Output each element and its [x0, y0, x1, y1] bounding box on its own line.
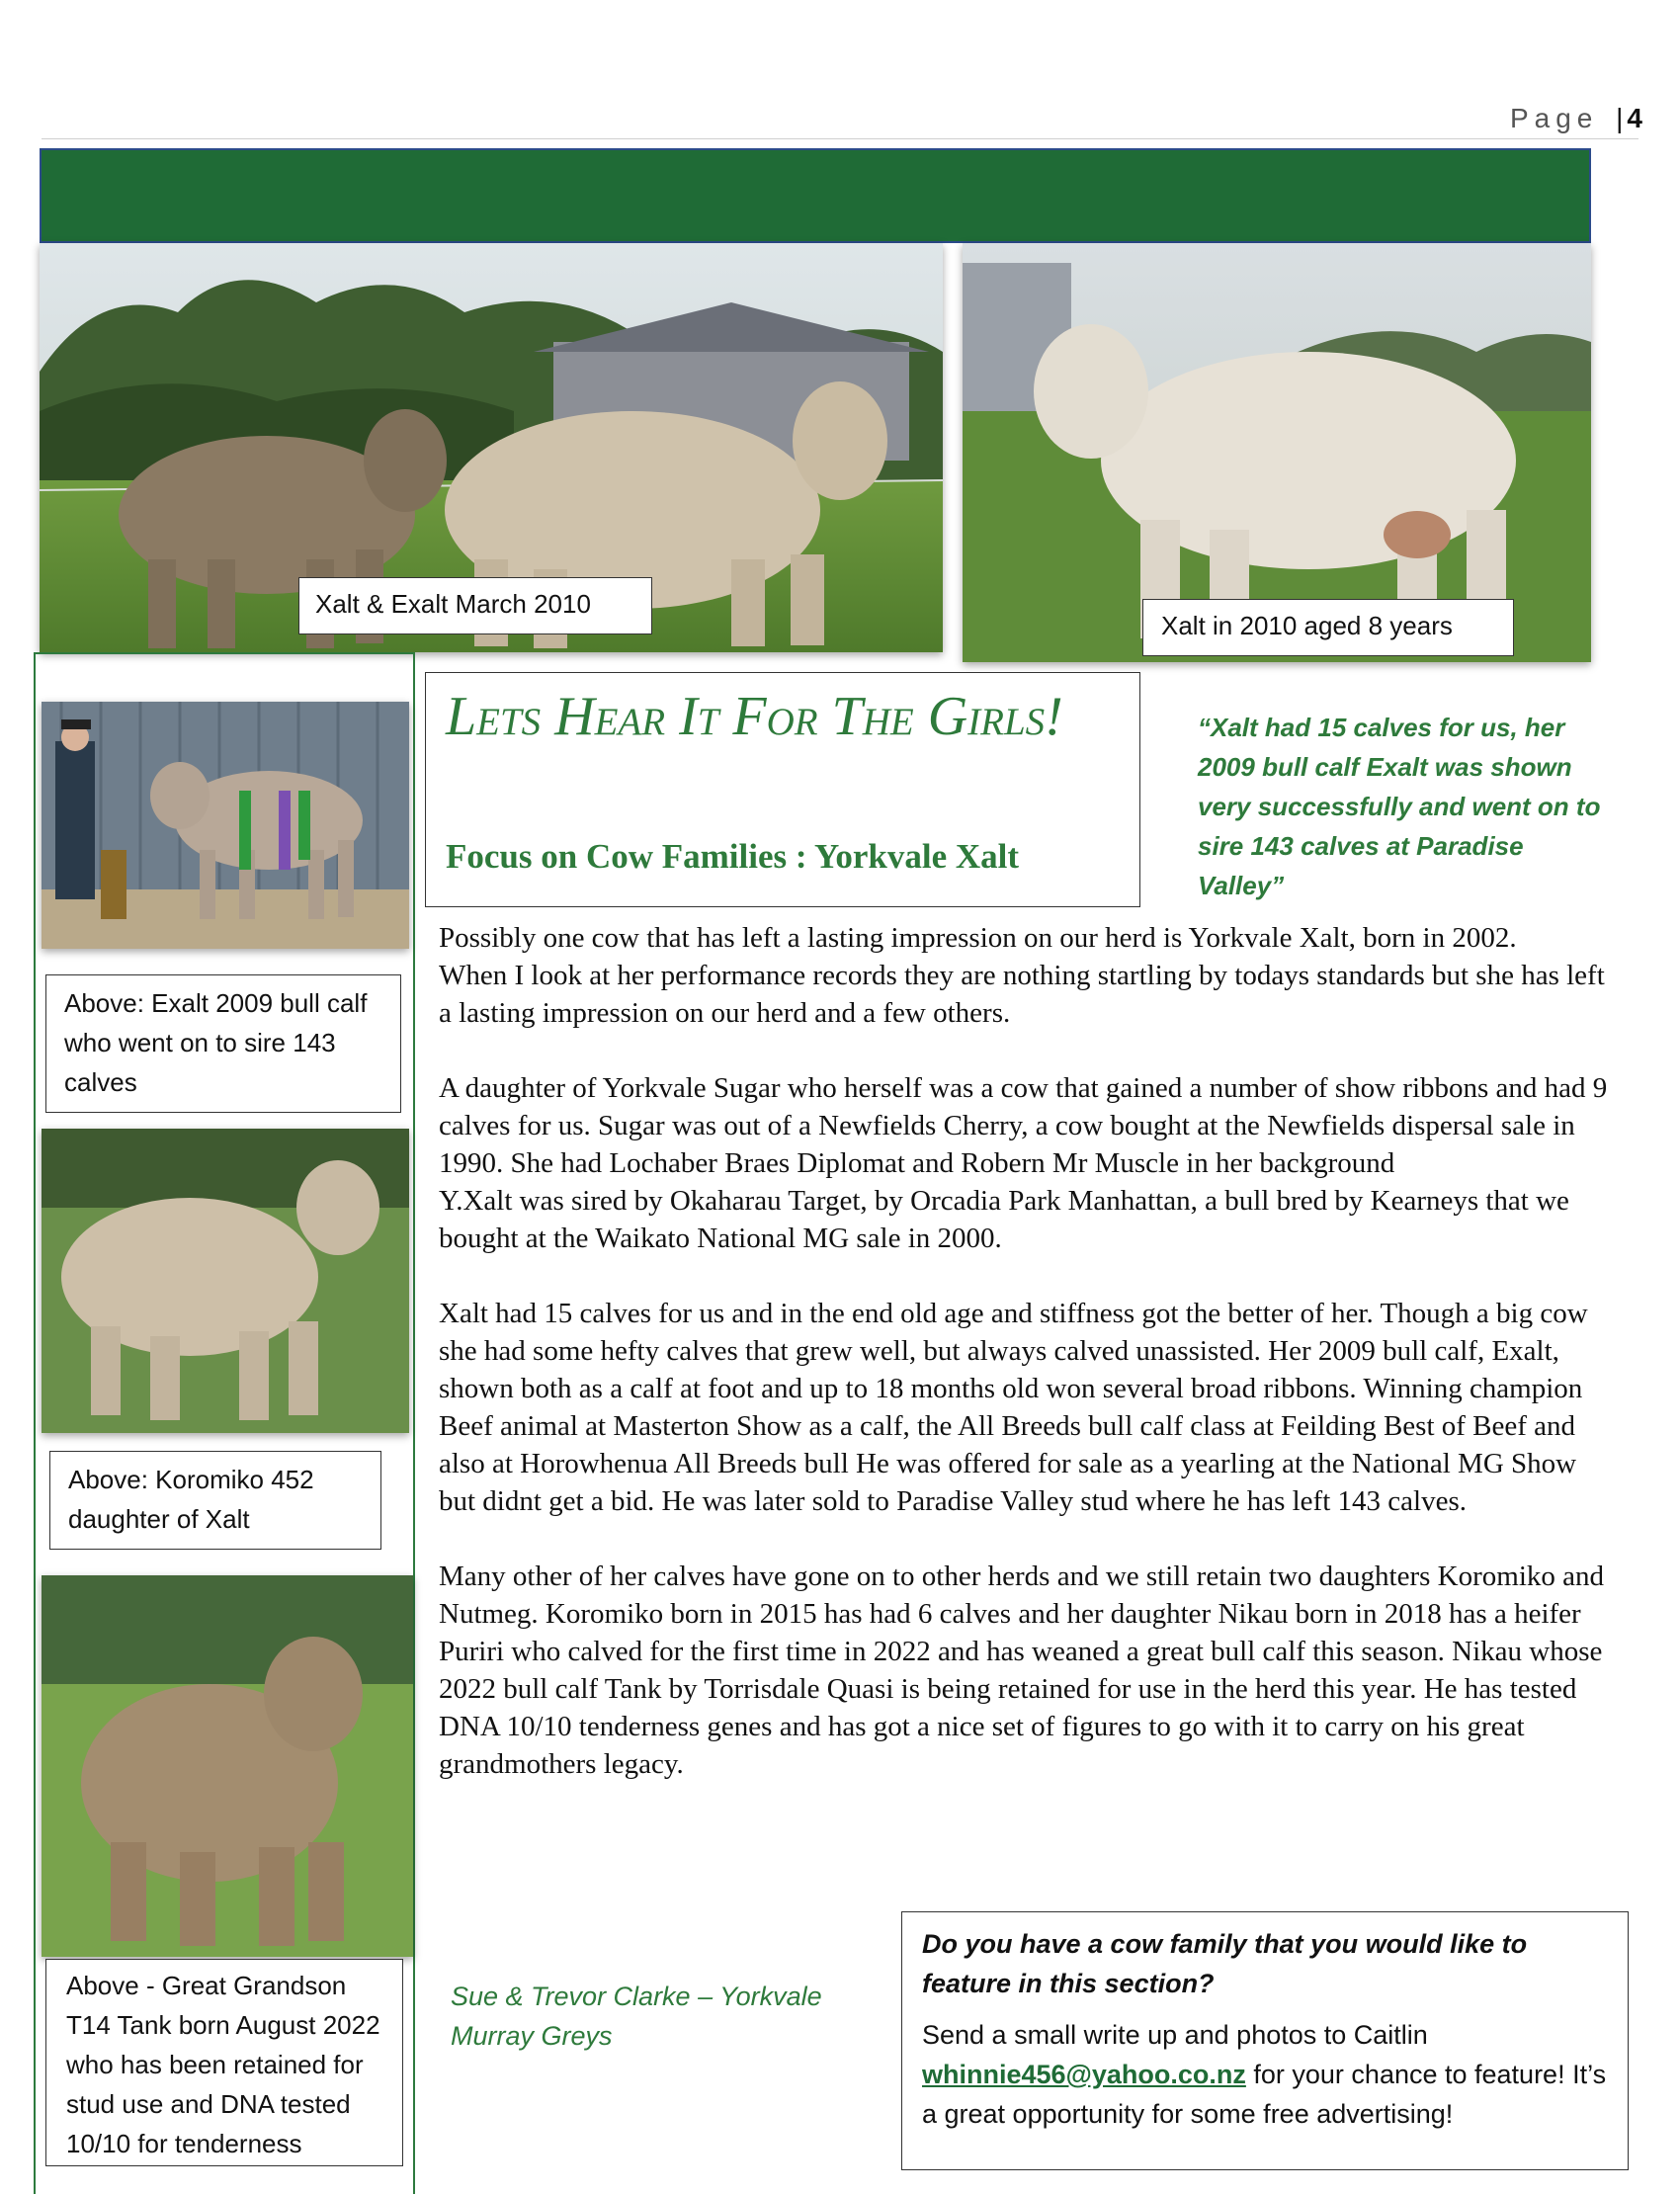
cta-question: Do you have a cow family that you would like to feature in this section? [922, 1929, 1528, 1998]
photo-koromiko [42, 1129, 409, 1433]
cta-send-suffix: for your chance to feature! It’s a great opportunity for some free advertising! [922, 2060, 1607, 2129]
header-rule [42, 138, 1638, 139]
caption-tank: Above - Great Grandson T14 Tank born August 2022 who has been retained for stud use and DNA tested 10/10 for tenderness [45, 1959, 403, 2166]
paragraph-1b: When I look at her performance records they are nothing startling by todays standards but she has left a lasting impression on our herd and a few others. [439, 960, 1605, 1029]
article-author: Sue & Trevor Clarke – Yorkvale Murray Greys [451, 1982, 822, 2051]
green-banner [40, 148, 1591, 243]
article-title: Lets Hear It For The Girls! [446, 686, 1063, 747]
caption-exalt: Above: Exalt 2009 bull calf who went on to sire 143 calves [45, 974, 401, 1113]
caption-koromiko: Above: Koromiko 452 daughter of Xalt [49, 1451, 381, 1550]
page-separator: | [1616, 103, 1624, 133]
paragraph-3: Xalt had 15 calves for us and in the end old age and stiffness got the better of her. Though a big cow she had some hefty calves that grew well, but always calved unassisted. Her 2009 bull calf, Exalt, shown both as a calf at foot and up to 18 months old won several broad ribbons. Winning champion Beef animal at Masterton Show as a calf, the All Breeds bull calf class at Feilding Best of Beef and also at Horowhenua All Breeds bull He was offered for sale as a yearling at the National MG Show but didnt get a bid. He was later sold to Paradise Valley stud where he has left 143 calves. [439, 1298, 1588, 1517]
caption-xalt-2010: Xalt in 2010 aged 8 years [1142, 599, 1514, 656]
pull-quote: “Xalt had 15 calves for us, her 2009 bull calf Exalt was shown very successfully and went on to sire 143 calves at Paradise Valley” [1198, 713, 1601, 900]
cta-send-prefix: Send a small write up and photos to Caitlin [922, 2020, 1428, 2050]
article-subtitle: Focus on Cow Families : Yorkvale Xalt [446, 837, 1020, 876]
page-number-value: 4 [1627, 103, 1642, 133]
photo-exalt-show [42, 702, 409, 949]
page-label: Page [1509, 103, 1599, 133]
cta-box [901, 1911, 1629, 2170]
cta-send [922, 2015, 1608, 2134]
paragraph-2a: A daughter of Yorkvale Sugar who herself was a cow that gained a number of show ribbons and had 9 calves for us. Sugar was out of a Newfields Cherry, a cow bought at the Newfields dispersal sale in 1990. She had Lochaber Braes Diplomat and Robern Mr Muscle in her background [439, 1072, 1608, 1179]
page-number [1510, 103, 1642, 134]
paragraph-2b: Y.Xalt was sired by Okaharau Target, by Orcadia Park Manhattan, a bull bred by Kearneys that we bought at the Waikato National MG sale in 2000. [439, 1185, 1569, 1254]
paragraph-4: Many other of her calves have gone on to other herds and we still retain two daughters Koromiko and Nutmeg. Koromiko born in 2015 has had 6 calves and her daughter Nikau born in 2018 has a heifer Puriri who calved for the first time in 2022 and has weaned a great bull calf this season. Nikau whose 2022 bull calf Tank by Torrisdale Quasi is being retained for use in the herd this year. He has tested DNA 10/10 tenderness genes and has got a nice set of figures to go with it to carry on his great grandmothers legacy. [439, 1561, 1605, 1780]
article-title-box [425, 672, 1140, 907]
email-link[interactable]: whinnie456@yahoo.co.nz [922, 2060, 1246, 2089]
paragraph-1a: Possibly one cow that has left a lasting impression on our herd is Yorkvale Xalt, born in 2002. [439, 922, 1517, 954]
photo-tank [42, 1575, 413, 1957]
article-body [439, 919, 1615, 1783]
caption-xalt-exalt: Xalt & Exalt March 2010 [298, 577, 652, 634]
